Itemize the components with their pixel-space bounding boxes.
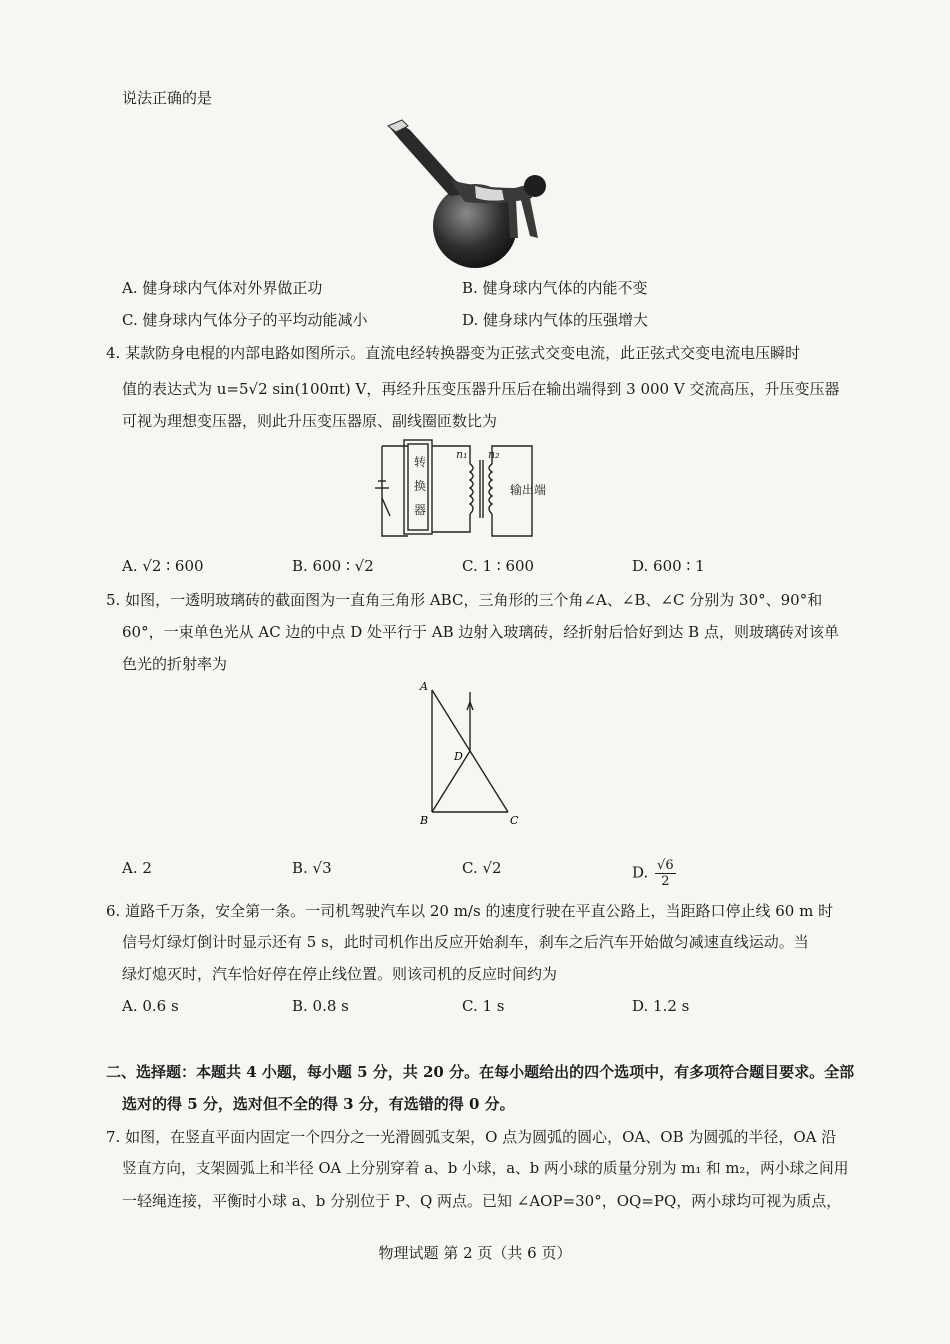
svg-text:C: C: [510, 814, 519, 827]
q3-option-d: D. 健身球内气体的压强增大: [462, 311, 649, 329]
q4-option-c: C. 1 ∶ 600: [462, 557, 535, 575]
page-footer: 物理试题 第 2 页（共 6 页）: [378, 1244, 572, 1262]
q3-option-a: A. 健身球内气体对外界做正功: [122, 279, 323, 297]
q5-option-d-denominator: 2: [661, 874, 670, 889]
q5-option-d-fraction: [655, 858, 676, 889]
q6-stem-line1: 6. 道路千万条，安全第一条。一司机驾驶汽车以 20 m/s 的速度行驶在平直公路上，当距路口停止线 60 m 时: [106, 902, 834, 920]
section2-heading-line2: 选对的得 5 分，选对但不全的得 3 分，有选错的得 0 分。: [122, 1095, 515, 1113]
q7-stem-line2: 竖直方向，支架圆弧上和半径 OA 上分别穿着 a、b 小球，a、b 两小球的质量分别为 m₁ 和 m₂，两小球之间用: [122, 1160, 849, 1177]
output-label: 输出端: [510, 483, 547, 497]
svg-text:A: A: [420, 680, 428, 693]
converter-label-1: 转: [414, 455, 427, 469]
q5-option-c: C. √2: [462, 859, 502, 877]
converter-label-2: 换: [414, 479, 427, 493]
svg-text:B: B: [420, 814, 429, 827]
q5-stem-line3: 色光的折射率为: [122, 655, 228, 673]
svg-text:D: D: [454, 750, 463, 763]
q5-option-a: A. 2: [122, 859, 152, 877]
arms: [508, 196, 538, 238]
refracted-ray: [432, 751, 470, 812]
q4-stem-line3: 可视为理想变压器，则此升压变压器原、副线圈匝数比为: [122, 412, 498, 430]
n1-label: n₁: [456, 448, 468, 461]
q5-stem-line1: 5. 如图，一透明玻璃砖的截面图为一直角三角形 ABC，三角形的三个角∠A、∠B、∠C 分别为 30°、90°和: [106, 591, 823, 609]
q3-stem-tail: 说法正确的是: [122, 89, 213, 107]
q5-stem-line2: 60°，一束单色光从 AC 边的中点 D 处平行于 AB 边射入玻璃砖，经折射后恰好到达 B 点，则玻璃砖对该单: [122, 623, 839, 641]
q6-option-b: B. 0.8 s: [292, 997, 349, 1015]
gym-ball-figure: [380, 118, 560, 268]
section2-heading-line1: 二、选择题：本题共 4 小题，每小题 5 分，共 20 分。在每小题给出的四个选项中，有多项符合题目要求。全部: [106, 1063, 855, 1081]
q6-option-c: C. 1 s: [462, 997, 505, 1015]
q4-option-a: A. √2 ∶ 600: [122, 557, 204, 575]
q4-circuit-diagram: [370, 436, 560, 546]
q6-stem-line3: 绿灯熄灭时，汽车恰好停在停止线位置。则该司机的反应时间约为: [122, 965, 558, 983]
q5-option-b: B. √3: [292, 859, 332, 877]
q6-option-d: D. 1.2 s: [632, 997, 690, 1015]
q5-option-d-prefix: D.: [632, 863, 649, 882]
q6-stem-line2: 信号灯绿灯倒计时显示还有 5 s，此时司机作出反应开始刹车，刹车之后汽车开始做匀减速直线运动。当: [122, 933, 809, 951]
q4-stem-line2: 值的表达式为 u=5√2 sin(100πt) V，再经升压变压器升压后在输出端得到 3 000 V 交流高压，升压变压器: [122, 380, 840, 398]
q7-stem-line3: 一轻绳连接，平衡时小球 a、b 分别位于 P、Q 两点。已知 ∠AOP=30°，OQ=PQ，两小球均可视为质点，: [122, 1192, 842, 1210]
q4-stem-line1: 4. 某款防身电棍的内部电路如图所示。直流电经转换器变为正弦式交变电流，此正弦式交变电流电压瞬时: [106, 344, 801, 362]
converter-label-3: 器: [414, 503, 427, 517]
q5-option-d: [632, 858, 676, 889]
q3-option-b: B. 健身球内气体的内能不变: [462, 279, 648, 297]
q4-option-d: D. 600 ∶ 1: [632, 557, 705, 575]
q6-option-a: A. 0.6 s: [122, 997, 179, 1015]
q5-option-d-numerator: √6: [657, 858, 674, 873]
q5-triangle-diagram: [418, 682, 528, 832]
q3-option-c: C. 健身球内气体分子的平均动能减小: [122, 311, 368, 329]
n2-label: n₂: [488, 448, 500, 461]
head: [524, 175, 546, 197]
q4-option-b: B. 600 ∶ √2: [292, 557, 374, 575]
q7-stem-line1: 7. 如图，在竖直平面内固定一个四分之一光滑圆弧支架，O 点为圆弧的圆心，OA、OB 为圆弧的半径，OA 沿: [106, 1128, 837, 1146]
